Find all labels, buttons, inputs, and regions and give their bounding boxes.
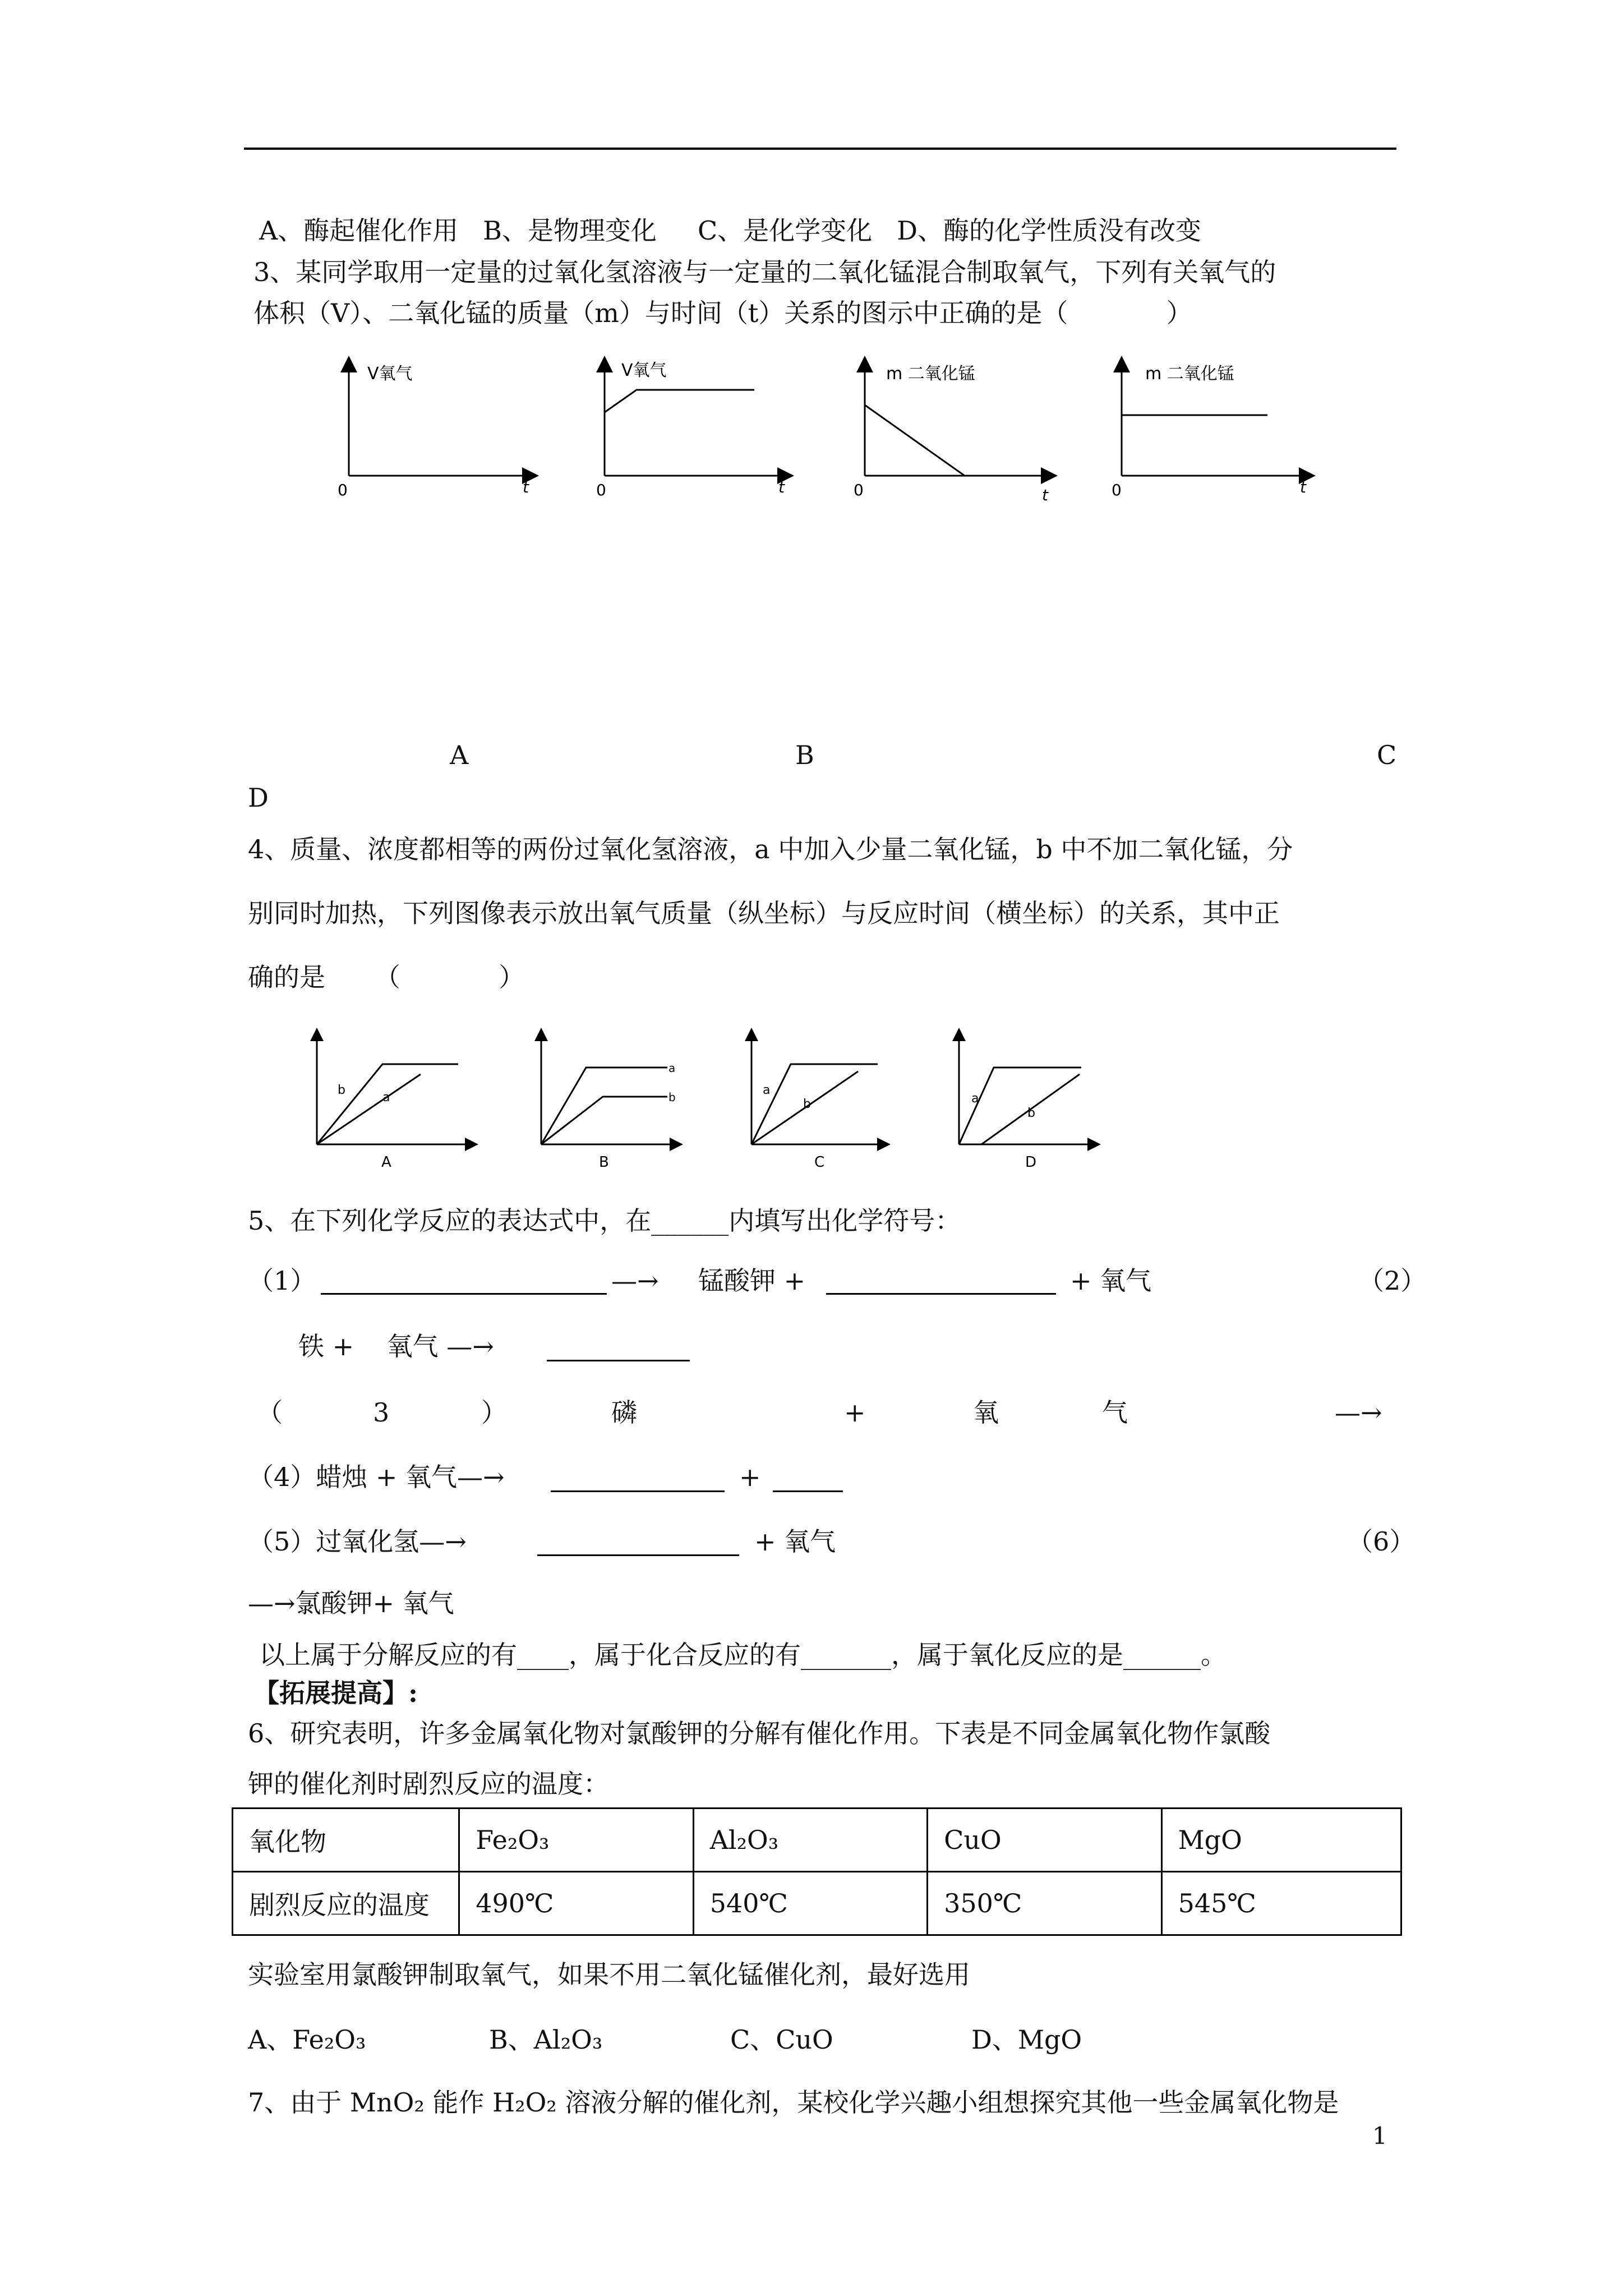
- q4-graph-a-curve-a: a: [382, 1091, 390, 1105]
- q3-graph-c-t: t: [1042, 486, 1048, 504]
- q4-line3: 确的是 （ ）: [248, 962, 525, 992]
- row-header-temp: 剧烈反应的温度: [233, 1872, 459, 1935]
- q5-r1-end: + 氧气: [1070, 1266, 1152, 1296]
- q4-graph-a-curve-b: b: [338, 1083, 345, 1097]
- q3-graph-d: [1112, 359, 1312, 499]
- q4-graph-c-curve-a: a: [763, 1083, 771, 1097]
- q5-r5-text: （5）过氧化氢—→: [248, 1526, 467, 1557]
- q4-graph-c-curve-b: b: [803, 1097, 811, 1111]
- q3-option-c: C: [1377, 740, 1397, 770]
- q5-r1-blank-2[interactable]: [826, 1293, 1056, 1295]
- temp-cell: 350℃: [928, 1872, 1161, 1935]
- q6-option-d: D、MgO: [971, 2024, 1082, 2055]
- q3-graph-d-origin: 0: [1112, 481, 1122, 499]
- q3-graph-a-label: V氧气: [367, 364, 413, 384]
- q4-graph-a: [317, 1029, 477, 1171]
- temp-cell: 490℃: [459, 1872, 693, 1935]
- row-header-oxide: 氧化物: [233, 1809, 459, 1872]
- q3-graph-c-origin: 0: [854, 481, 864, 499]
- oxide-cell: MgO: [1161, 1809, 1401, 1872]
- q5-r1-num: （1）: [248, 1266, 316, 1296]
- q5-intro: 5、在下列化学反应的表达式中，在______内填写出化学符号：: [248, 1205, 961, 1236]
- q5-r3-p7: —→: [1335, 1397, 1382, 1428]
- q4-graph-b-name: B: [599, 1154, 609, 1171]
- q5-r4-text: （4）蜡烛 + 氧气—→: [248, 1462, 505, 1492]
- oxide-cell: Al₂O₃: [693, 1809, 927, 1872]
- q3-option-b: B: [795, 740, 814, 770]
- oxide-cell: CuO: [928, 1809, 1161, 1872]
- table-row: [233, 1809, 1401, 1872]
- table-row: [233, 1872, 1401, 1935]
- q4-graph-d-curve-a: a: [971, 1092, 979, 1106]
- q5-r6-num: （6）: [1347, 1526, 1415, 1557]
- q5-r4-blank-1[interactable]: [551, 1490, 725, 1492]
- q5-r1-blank-1[interactable]: [321, 1293, 607, 1295]
- q3-graph-c: [854, 359, 1054, 504]
- q3-graph-d-label: m 二氧化锰: [1145, 364, 1234, 384]
- q5-r5-blank[interactable]: [537, 1554, 739, 1556]
- q5-r2-text: 铁 + 氧气 —→: [298, 1331, 494, 1361]
- q3-graph-c-label: m 二氧化锰: [886, 364, 975, 384]
- q5-r3-p3: 磷: [611, 1397, 637, 1428]
- q6-question: 实验室用氯酸钾制取氧气，如果不用二氧化锰催化剂，最好选用: [248, 1959, 970, 1990]
- q3-option-d: D: [248, 783, 269, 813]
- q4-graph-b: [541, 1029, 681, 1171]
- q7-line1: 7、由于 MnO₂ 能作 H₂O₂ 溶液分解的催化剂，某校化学兴趣小组想探究其他一些金属氧化物是: [248, 2087, 1339, 2118]
- q3-line1: 3、某同学取用一定量的过氧化氢溶液与一定量的二氧化锰混合制取氧气，下列有关氧气的: [253, 257, 1276, 287]
- q5-r2-num: （2）: [1358, 1266, 1427, 1296]
- q3-graph-a-t: t: [523, 478, 529, 496]
- q4-graph-b-curve-a: a: [668, 1061, 676, 1075]
- q5-r3-p4: +: [844, 1397, 866, 1428]
- q4-line1: 4、质量、浓度都相等的两份过氧化氢溶液，a 中加入少量二氧化锰，b 中不加二氧化锰，分: [248, 834, 1293, 864]
- q2-options: A、酶起催化作用 B、是物理变化 C、是化学变化 D、酶的化学性质没有改变: [259, 215, 1201, 246]
- q3-graph-d-t: t: [1300, 478, 1306, 496]
- q3-graph-b-origin: 0: [596, 481, 606, 499]
- q4-graph-d-curve-b: b: [1027, 1106, 1035, 1120]
- q5-r3-p1: 3: [373, 1397, 390, 1428]
- q3-line2: 体积（V）、二氧化锰的质量（m）与时间（t）关系的图示中正确的是（ ）: [253, 298, 1192, 328]
- q5-r3-p2: ）: [481, 1397, 507, 1428]
- q4-graph-d: [959, 1029, 1099, 1171]
- q3-graph-b: [596, 359, 791, 499]
- q5-r3-p5: 氧: [973, 1397, 999, 1428]
- q5-r4-blank-2[interactable]: [773, 1490, 843, 1492]
- temp-cell: 540℃: [693, 1872, 927, 1935]
- q4-graph-a-name: A: [381, 1154, 391, 1171]
- q5-r2-blank[interactable]: [547, 1360, 690, 1361]
- q5-summary: 以上属于分解反应的有____，属于化合反应的有_______，属于氧化反应的是______。: [259, 1640, 1227, 1670]
- q5-r3-p6: 气: [1102, 1397, 1128, 1428]
- q5-r6-text: —→氯酸钾+ 氧气: [248, 1588, 454, 1618]
- q4-line2: 别同时加热，下列图像表示放出氧气质量（纵坐标）与反应时间（横坐标）的关系，其中正: [248, 898, 1280, 928]
- q3-graph-b-curve: [605, 390, 754, 412]
- q3-graphs: [325, 348, 1352, 505]
- oxide-table: [232, 1807, 1402, 1936]
- q4-graph-c-name: C: [814, 1154, 825, 1171]
- q5-r5-end: + 氧气: [754, 1526, 836, 1557]
- q5-r1-arrow: —→: [611, 1266, 659, 1296]
- q3-graph-b-label: V氧气: [621, 361, 667, 380]
- q6-line2: 钾的催化剂时剧烈反应的温度：: [248, 1769, 609, 1799]
- section-title: 【拓展提高】:: [253, 1678, 418, 1708]
- q3-graph-a: [338, 359, 536, 499]
- q4-graph-b-curve-b: b: [668, 1091, 676, 1104]
- temp-cell: 545℃: [1161, 1872, 1401, 1935]
- oxide-cell: Fe₂O₃: [459, 1809, 693, 1872]
- q4-graphs: [303, 1018, 1122, 1172]
- q6-line1: 6、研究表明，许多金属氧化物对氯酸钾的分解有催化作用。下表是不同金属氧化物作氯酸: [248, 1718, 1271, 1749]
- q5-r4-plus: +: [739, 1462, 761, 1492]
- q6-option-b: B、Al₂O₃: [489, 2024, 603, 2055]
- q3-option-a: A: [450, 740, 469, 770]
- q6-option-c: C、CuO: [730, 2024, 833, 2055]
- q5-r1-mid: 锰酸钾 +: [698, 1266, 806, 1296]
- header-rule: [244, 148, 1396, 150]
- q3-graph-c-curve: [865, 405, 965, 476]
- q3-graph-a-origin: 0: [338, 481, 348, 499]
- q6-option-a: A、Fe₂O₃: [248, 2024, 366, 2055]
- page-number: 1: [1372, 2122, 1387, 2150]
- q5-r3-p0: （: [257, 1397, 283, 1428]
- q4-graph-d-name: D: [1025, 1154, 1037, 1171]
- q3-graph-b-t: t: [778, 478, 785, 496]
- q4-graph-c: [751, 1029, 889, 1171]
